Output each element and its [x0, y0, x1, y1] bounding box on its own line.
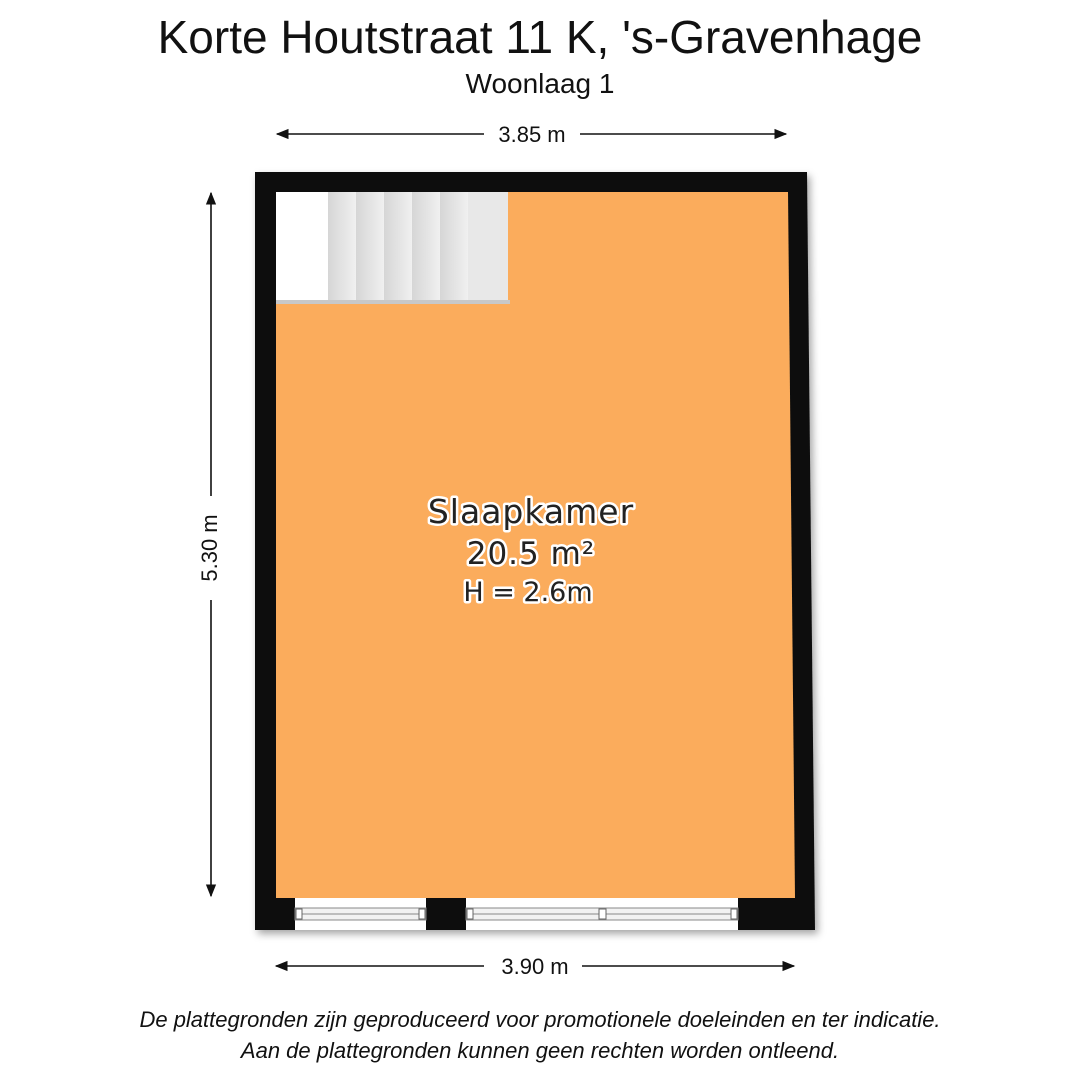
- room-name: Slaapkamer: [427, 492, 635, 531]
- staircase: [276, 192, 510, 302]
- plan-title: Korte Houtstraat 11 K, 's-Gravenhage: [157, 11, 923, 63]
- room-area: 20.5 m²: [466, 536, 596, 572]
- disclaimer-line-1: De plattegronden zijn geproduceerd voor promotionele doeleinden en ter indicatie.: [139, 1007, 941, 1032]
- top-dimension-label: 3.85 m: [498, 122, 566, 147]
- left-dimension: [197, 193, 222, 896]
- room-height: H = 2.6m: [463, 577, 593, 608]
- disclaimer-line-2: Aan de plattegronden kunnen geen rechten worden ontleend.: [240, 1038, 840, 1063]
- top-dimension: [277, 122, 786, 147]
- left-dimension-label: 5.30 m: [196, 514, 222, 582]
- floor-level-label: Woonlaag 1: [465, 68, 615, 99]
- bottom-dimension-label: 3.90 m: [501, 954, 569, 979]
- disclaimer: [0, 1004, 1080, 1066]
- bottom-dimension: [276, 954, 794, 979]
- window-left: [295, 898, 426, 930]
- window-right: [466, 898, 738, 930]
